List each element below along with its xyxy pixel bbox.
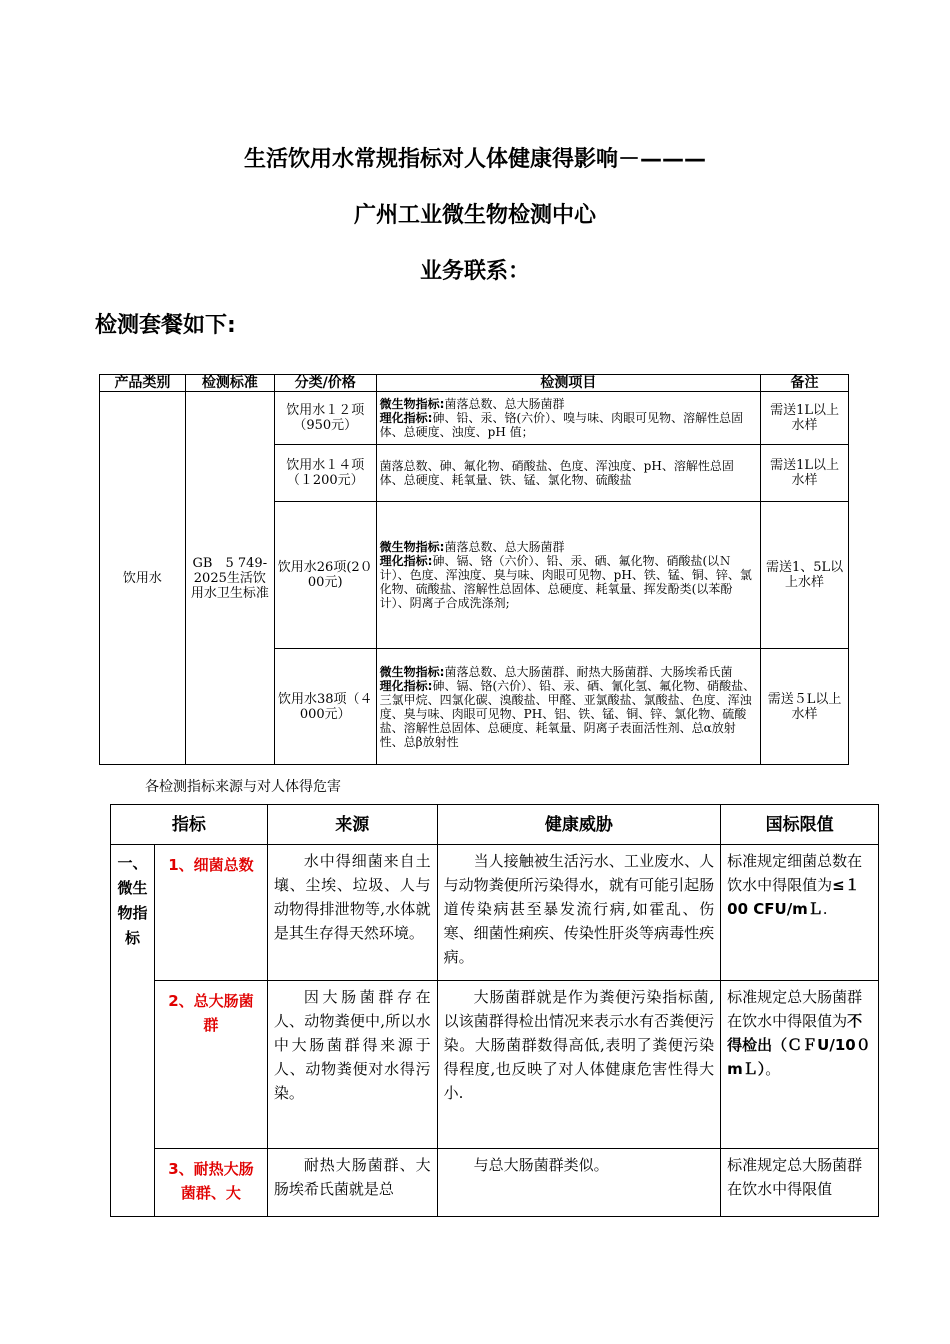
package-name: 饮用水26项(2０00元) [274,502,376,649]
hazard-table [110,804,879,1217]
table-header-row [111,805,879,845]
column-header: 分类/价格 [274,375,376,392]
column-header: 检测项目 [376,375,760,392]
business-contact: 业务联系： [419,259,530,284]
table-row [111,981,879,1149]
column-header: 指标 [111,805,268,845]
indicator-source: 耐热大肠菌群、大肠埃希氏菌就是总 [267,1149,437,1217]
standard-limit: 标准规定细菌总数在饮水中得限值为≤１00 CFU/mＬ. [721,845,879,981]
section-heading: 检测套餐如下: [95,313,236,338]
package-note: 需送1L以上水样 [761,392,849,445]
health-threat: 与总大肠菌群类似。 [437,1149,721,1217]
column-header: 健康威胁 [437,805,721,845]
test-items: 微生物指标:菌落总数、总大肠菌群 理化指标:砷、铅、汞、铬(六价）、嗅与味、肉眼可见物、溶解性总固体、总硬度、浊度、pH 值； [376,392,760,445]
test-items: 微生物指标:菌落总数、总大肠菌群 理化指标:砷、镉、铬（六价）、铅、汞、硒、氟化物、硝酸盐(以Ｎ计）、色度、浑浊度、臭与味、肉眼可见物、pH、铁、锰、铜、锌、氯化物、硫酸盐、溶解性总固体、总硬度、耗氧量、挥发酚类(以苯酚计）、阴离子合成洗涤剂; [376,502,760,649]
table-row [100,392,849,445]
indicator-name: 1、细菌总数 [154,845,267,981]
standard-limit: 标准规定总大肠菌群在饮水中得限值为不得检出（ＣＦU/10０mＬ）。 [721,981,879,1149]
package-note: 需送1、5L以上水样 [761,502,849,649]
test-standard: GB 5 749-2025生活饮用水卫生标准 [185,392,274,765]
document-title: 生活饮用水常规指标对人体健康得影响－——— [243,147,706,172]
column-header: 产品类别 [100,375,186,392]
package-table [99,374,849,765]
table-row [111,1149,879,1217]
table-header-row [100,375,849,392]
table-row [111,845,879,981]
test-items: 微生物指标:菌落总数、总大肠菌群、耐热大肠菌群、大肠埃希氏菌 理化指标:砷、镉、铬(六价）、铅、汞、硒、氰化氢、氟化物、硝酸盐、三氯甲烷、四氯化碳、溴酸盐、甲醛、亚氯酸盐、氯酸盐、色度、浑浊度、臭与味、肉眼可见物、PH、铝、铁、锰、铜、锌、氯化物、硫酸盐、溶解性总固体、总硬度、耗氧量、阴离子表面活性剂、总α放射性、总β放射性 [376,649,760,765]
indicator-category: 一、微生物指标 [111,845,155,1217]
column-header: 检测标准 [185,375,274,392]
package-name: 饮用水１４项（１200元） [274,445,376,502]
test-items: 菌落总数、砷、氟化物、硝酸盐、色度、浑浊度、pH、溶解性总固体、总硬度、耗氧量、铁、锰、氯化物、硫酸盐 [376,445,760,502]
column-header: 来源 [267,805,437,845]
table-caption: 各检测指标来源与对人体得危害 [145,779,341,795]
package-note: 需送５L以上水样 [761,649,849,765]
health-threat: 大肠菌群就是作为粪便污染指标菌,以该菌群得检出情况来表示水有否粪便污染。大肠菌群数得高低,表明了粪便污染得程度,也反映了对人体健康危害性得大小. [437,981,721,1149]
column-header: 备注 [761,375,849,392]
column-header: 国标限值 [721,805,879,845]
organization-name: 广州工业微生物检测中心 [353,203,596,228]
package-name: 饮用水38项（４000元） [274,649,376,765]
package-note: 需送1L以上水样 [761,445,849,502]
indicator-source: 水中得细菌来自土壤、尘埃、垃圾、人与动物得排泄物等,水体就是其生存得天然环境。 [267,845,437,981]
indicator-source: 因大肠菌群存在人、动物粪便中,所以水中大肠菌群得来源于人、动物粪便对水得污染。 [267,981,437,1149]
indicator-name: 3、耐热大肠菌群、大 [154,1149,267,1217]
indicator-name: 2、总大肠菌群 [154,981,267,1149]
package-name: 饮用水１２项（950元） [274,392,376,445]
product-category: 饮用水 [100,392,186,765]
standard-limit: 标准规定总大肠菌群在饮水中得限值 [721,1149,879,1217]
health-threat: 当人接触被生活污水、工业废水、人与动物粪便所污染得水，就有可能引起肠道传染病甚至暴发流行病,如霍乱、伤寒、细菌性痢疾、传染性肝炎等病毒性疾病。 [437,845,721,981]
